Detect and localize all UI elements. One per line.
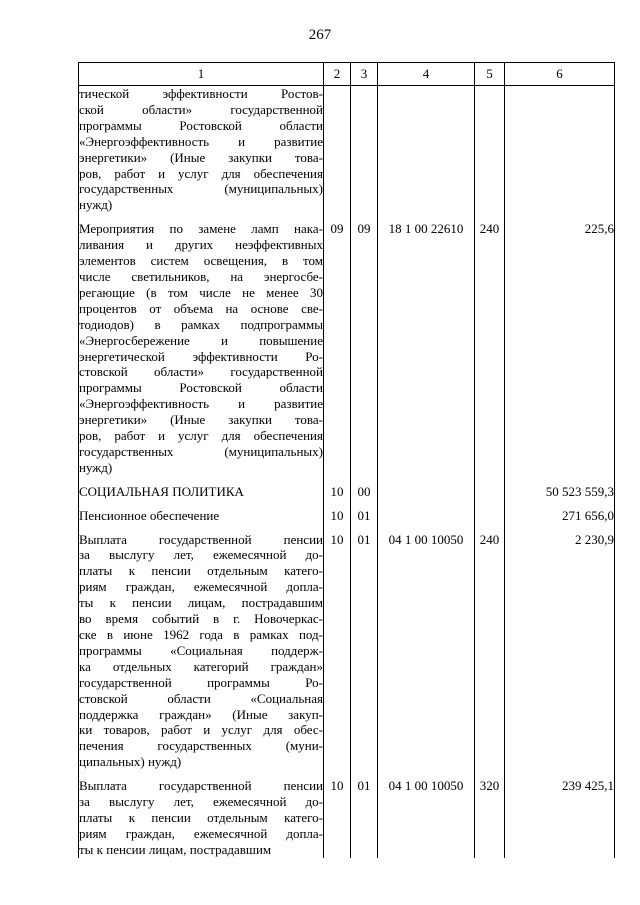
description-line: процентов от объема на основе све- [79,300,323,316]
table-row [79,484,615,500]
target-article-code [378,484,475,500]
section-code: 10 [324,508,351,524]
row-description [79,484,324,500]
target-article-code: 18 1 00 22610 [378,221,475,476]
description-line: нужд) [79,197,113,213]
subsection-code: 00 [351,484,378,500]
target-article-code: 04 1 00 10050 [378,532,475,771]
section-code [324,86,351,214]
description-line: стовской области» государственной [79,364,323,380]
section-code: 10 [324,484,351,500]
subsection-code: 01 [351,778,378,858]
description-line: числе светильников, на энергосбе- [79,268,323,284]
row-description [79,508,324,524]
row-spacer [79,476,615,484]
description-line: Мероприятия по замене ламп нака- [79,221,323,237]
section-code: 09 [324,221,351,476]
description-line: за выслугу лет, ежемесячной до- [79,794,323,810]
description-line: энергетической эффективности Ро- [79,348,323,364]
expense-type-code: 240 [475,221,505,476]
description-line: элементов систем освещения, в том [79,253,323,269]
description-line: печения государственных (муни- [79,738,323,754]
target-article-code [378,508,475,524]
description-line: Выплата государственной пенсии [79,531,323,547]
table-row [79,221,615,476]
row-description [79,532,324,771]
subsection-code: 01 [351,532,378,771]
description-line: программы Ростовской области [79,117,323,133]
description-line: государственной программы Ро- [79,674,323,690]
column-header: 4 [378,63,475,86]
expense-type-code [475,508,505,524]
description-line: «Энергоэффективность и развитие [79,396,323,412]
amount: 50 523 559,3 [505,484,615,500]
expense-type-code [475,484,505,500]
row-description [79,86,324,214]
description-line: нужд) [79,459,113,475]
row-description [79,221,324,476]
table-row [79,86,615,214]
subsection-code [351,86,378,214]
description-line: ской области» государственной [79,101,323,117]
description-line: Пенсионное обеспечение [79,507,220,523]
description-line: ты к пенсии лицам, пострадавшим [79,841,272,857]
description-line: платы к пенсии отдельным катего- [79,809,323,825]
section-code: 10 [324,778,351,858]
description-line: СОЦИАЛЬНАЯ ПОЛИТИКА [79,483,244,499]
description-line: платы к пенсии отдельным катего- [79,563,323,579]
description-line: «Энергоэффективность и развитие [79,133,323,149]
description-line: ров, работ и услуг для обеспечения [79,165,323,181]
description-line: Выплата государственной пенсии [79,778,323,794]
description-line: государственных (муниципальных) [79,181,323,197]
table-header [79,63,615,86]
description-line: за выслугу лет, ежемесячной до- [79,547,323,563]
target-article-code [378,86,475,214]
description-line: стовской области «Социальная [79,690,323,706]
description-line: «Энергосбережение и повышение [79,332,323,348]
row-spacer [79,500,615,508]
description-line: поддержка граждан» (Иные закуп- [79,706,323,722]
column-header: 5 [475,63,505,86]
expense-type-code: 320 [475,778,505,858]
page-number: 267 [308,27,332,43]
description-line: программы Ростовской области [79,380,323,396]
subsection-code: 01 [351,508,378,524]
description-line: тической эффективности Ростов- [79,86,323,101]
description-line: энергетики» (Иные закупки това- [79,149,323,165]
amount [505,86,615,214]
row-spacer [79,213,615,221]
description-line: программы «Социальная поддерж- [79,642,323,658]
description-line: ливания и других неэффективных [79,237,323,253]
row-description [79,778,324,858]
amount: 271 656,0 [505,508,615,524]
column-header: 6 [505,63,615,86]
amount: 225,6 [505,221,615,476]
table-row [79,778,615,858]
description-line: регающие (в том числе не менее 30 [79,284,323,300]
column-header: 3 [351,63,378,86]
description-line: ципальных) нужд) [79,754,182,770]
section-code: 10 [324,532,351,771]
column-header: 1 [79,63,324,86]
row-spacer [79,770,615,778]
description-line: ты к пенсии лицам, пострадавшим [79,595,323,611]
table-row [79,508,615,524]
amount: 239 425,1 [505,778,615,858]
expense-type-code: 240 [475,532,505,771]
row-spacer [79,524,615,532]
description-line: риям граждан, ежемесячной допла- [79,825,323,841]
amount: 2 230,9 [505,532,615,771]
description-line: ка отдельных категорий граждан» [79,658,323,674]
target-article-code: 04 1 00 10050 [378,778,475,858]
subsection-code: 09 [351,221,378,476]
description-line: ки товаров, работ и услуг для обес- [79,722,323,738]
description-line: ров, работ и услуг для обеспечения [79,428,323,444]
description-line: тодиодов) в рамках подпрограммы [79,316,323,332]
budget-table [78,62,615,858]
description-line: риям граждан, ежемесячной допла- [79,579,323,595]
table-row [79,532,615,771]
description-line: во время событий в г. Новочеркас- [79,611,323,627]
table-body [79,86,615,858]
description-line: государственных (муниципальных) [79,443,323,459]
column-header: 2 [324,63,351,86]
description-line: ске в июне 1962 года в рамках под- [79,627,323,642]
description-line: энергетики» (Иные закупки това- [79,412,323,428]
expense-type-code [475,86,505,214]
